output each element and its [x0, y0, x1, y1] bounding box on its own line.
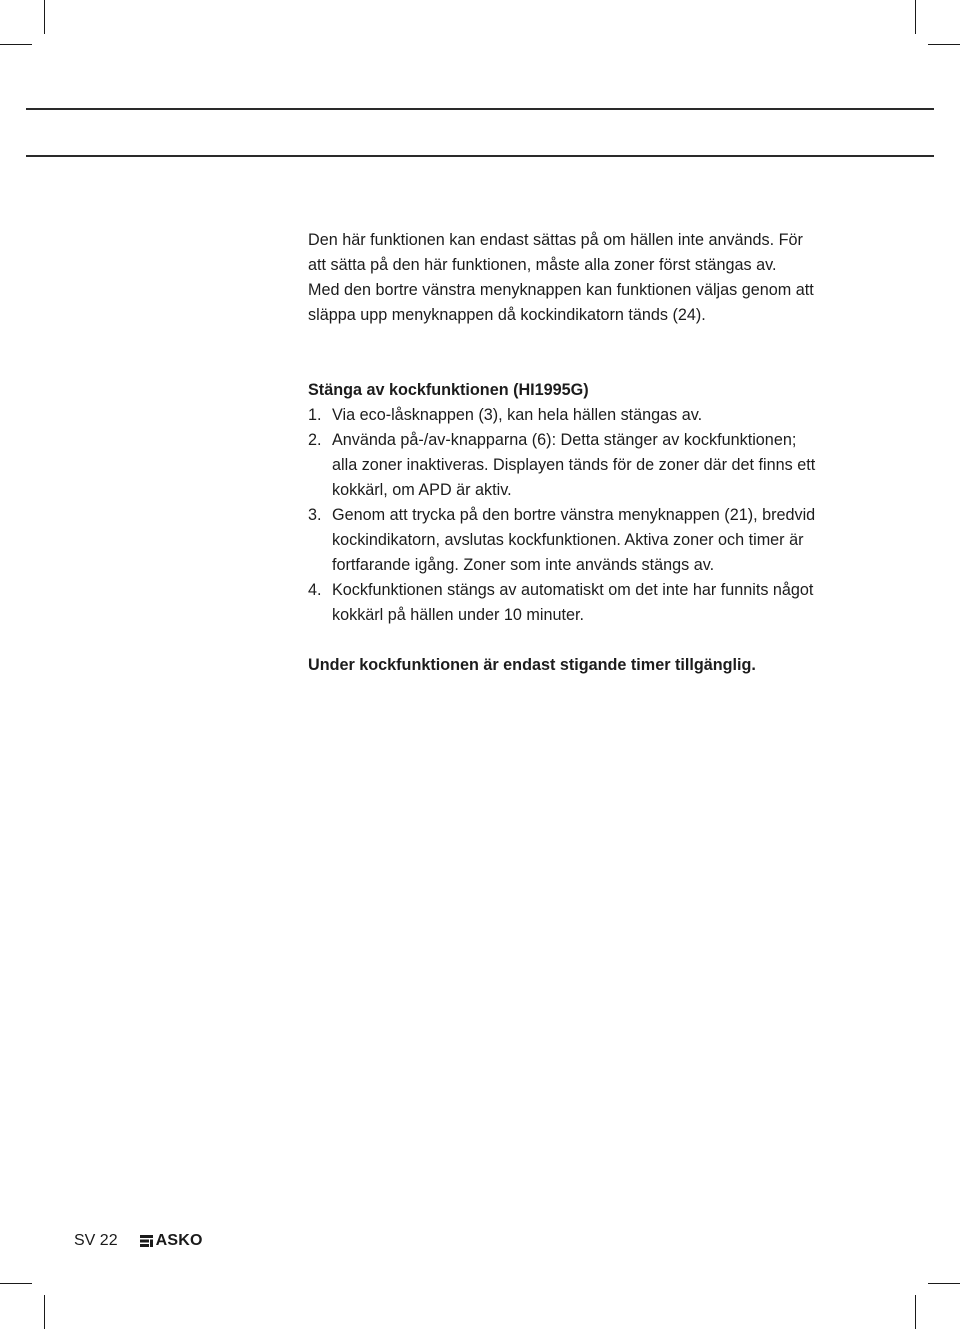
brand-name: ASKO	[155, 1232, 203, 1249]
step-text: kokkärl på hällen under 10 minuter.	[332, 606, 584, 624]
step-number: 1.	[308, 406, 322, 424]
step-item	[308, 503, 868, 578]
step-item	[308, 428, 868, 503]
step-text: Använda på-/av-knapparna (6): Detta stänger av kockfunktionen;	[332, 431, 797, 449]
crop-mark-bottom-left-horizontal	[0, 1283, 32, 1284]
intro-line: Den här funktionen kan endast sättas på om hällen inte används. För	[308, 231, 803, 249]
intro-line: att sätta på den här funktionen, måste alla zoner först stängas av.	[308, 256, 777, 274]
step-text: kokkärl, om APD är aktiv.	[332, 481, 512, 499]
step-text: Via eco-låsknappen (3), kan hela hällen stängas av.	[332, 406, 703, 424]
section-heading: Stänga av kockfunktionen (HI1995G)	[308, 381, 589, 399]
crop-mark-top-right-vertical	[915, 0, 916, 34]
header-rule-top	[26, 108, 934, 110]
bold-note: Under kockfunktionen är endast stigande timer tillgänglig.	[308, 656, 756, 674]
crop-mark-top-left-horizontal	[0, 44, 32, 45]
step-number: 2.	[308, 431, 322, 449]
intro-line: släppa upp menyknappen då kockindikatorn tänds (24).	[308, 306, 706, 324]
brand-logo	[140, 1232, 203, 1250]
main-content	[308, 228, 868, 678]
crop-mark-bottom-left-vertical	[44, 1295, 45, 1329]
step-item	[308, 403, 868, 428]
step-text: kockindikatorn, avslutas kockfunktionen. Aktiva zoner och timer är	[332, 531, 804, 549]
step-text: fortfarande igång. Zoner som inte används stängs av.	[332, 556, 715, 574]
step-item	[308, 578, 868, 628]
crop-mark-bottom-right-horizontal	[928, 1283, 960, 1284]
step-text: Genom att trycka på den bortre vänstra menyknappen (21), bredvid	[332, 506, 816, 524]
intro-line: Med den bortre vänstra menyknappen kan funktionen väljas genom att	[308, 281, 814, 299]
header-rule-bottom	[26, 155, 934, 157]
intro-paragraph	[308, 228, 868, 328]
step-text: alla zoner inaktiveras. Displayen tänds för de zoner där det finns ett	[332, 456, 816, 474]
steps-list	[308, 403, 868, 628]
step-text: Kockfunktionen stängs av automatiskt om det inte har funnits något	[332, 581, 814, 599]
crop-mark-top-right-horizontal	[928, 44, 960, 45]
page-footer	[74, 1232, 203, 1250]
step-number: 4.	[308, 581, 322, 599]
crop-mark-top-left-vertical	[44, 0, 45, 34]
crop-mark-bottom-right-vertical	[915, 1295, 916, 1329]
page-number: SV 22	[74, 1232, 118, 1249]
step-number: 3.	[308, 506, 322, 524]
asko-logo-icon	[140, 1235, 153, 1247]
